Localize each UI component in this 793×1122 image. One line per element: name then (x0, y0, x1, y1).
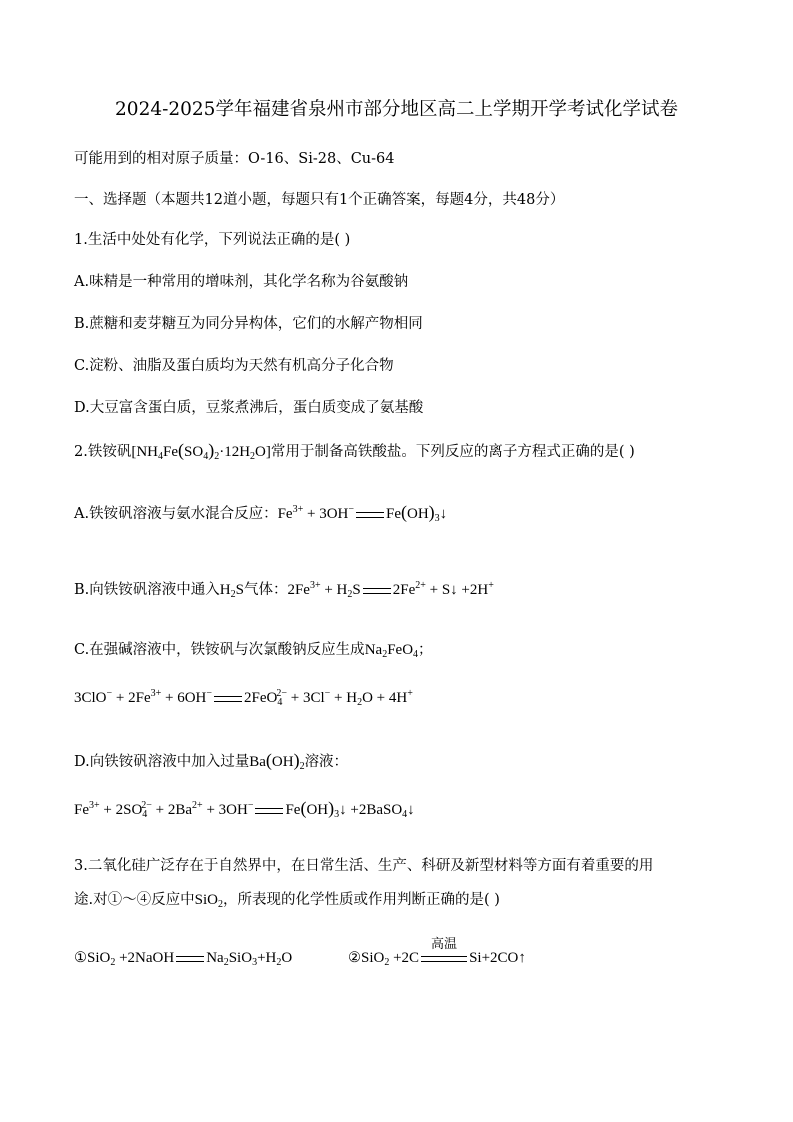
q2-stem-end: 常用于制备高铁酸盐。下列反应的离子方程式正确的是( ) (270, 444, 635, 460)
q2-option-b-text2: 气体： (243, 582, 288, 598)
q3-reaction-1-label: ① (74, 950, 87, 966)
q3-stem-line2-end: ，所表现的化学性质或作用判断正确的是( ) (222, 892, 500, 908)
q3-reaction-2-label: ② (348, 950, 361, 966)
q2-stem-start: 2.铁铵矾 (74, 444, 132, 460)
q2-option-c (74, 640, 433, 660)
q1-stem: 1.生活中处处有化学，下列说法正确的是( ) (74, 232, 351, 248)
q2-option-a (74, 504, 447, 524)
q2-formula-baoh2: $Ba(OH)_2$ (249, 750, 305, 772)
q2-formula-h2s: $H_2S$ (219, 582, 244, 600)
q2-option-b-text: B.向铁铵矾溶液中通入 (74, 582, 220, 598)
q2-option-b (74, 580, 494, 600)
page-title: 2024-2025学年福建省泉州市部分地区高二上学期开学考试化学试卷 (115, 99, 678, 120)
q2-option-a-equation: $Fe^{3+} + 3OH^-$ $Fe(OH)_3↓$ (277, 502, 448, 524)
q3-reaction-1: ①SiO$_2$ +2NaOH $Na_2SiO_3+H_2O$ (74, 950, 293, 968)
q2-option-c-text2: ； (418, 642, 433, 658)
q2-option-c-text: C.在强碱溶液中，铁铵矾与次氯酸钠反应生成 (74, 642, 365, 658)
q3-stem-line2-start: 途.对①～④反应中 (74, 892, 195, 908)
q3-formula-sio2: SiO$_2$ (194, 892, 223, 910)
q1-option-c: C.淀粉、油脂及蛋白质均为天然有机高分子化合物 (74, 358, 394, 374)
q1-option-b: B.蔗糖和麦芽糖互为同分异构体，它们的水解产物相同 (74, 316, 423, 332)
q3-stem-line1: 3.二氧化硅广泛存在于自然界中，在日常生活、生产、科研及新型材料等方面有着重要的用 (74, 858, 654, 874)
q2-option-d-equation: $Fe^{3+} + 2SO_4^{2-} + 2Ba^{2+} + 3OH^-$ $Fe(OH)_3↓$ +2BaSO$_4$↓ (74, 798, 415, 820)
section-heading: 一、选择题（本题共12道小题，每题只有1个正确答案，每题4分，共48分） (74, 192, 565, 208)
atomic-mass-note: 可能用到的相对原子质量：O-16、Si-28、Cu-64 (74, 151, 395, 167)
q2-formula-alum: $[NH_4Fe(SO_4)_2\cdot 12H_2O]$ (131, 440, 271, 462)
q2-option-d-text: D.向铁铵矾溶液中加入过量 (74, 754, 250, 770)
q2-option-a-text: A.铁铵矾溶液与氨水混合反应： (74, 506, 278, 522)
q3-reaction-2-condition: 高温 (431, 935, 458, 951)
q2-option-d-text2: 溶液： (304, 754, 349, 770)
q1-option-d: D.大豆富含蛋白质，豆浆煮沸后，蛋白质变成了氨基酸 (74, 400, 424, 416)
q3-reaction-2: ②SiO$_2$ +2C 高温 Si+2CO↑ (348, 935, 526, 968)
q2-formula-na2feo4: $Na_2FeO_4$ (364, 642, 419, 660)
q2-option-b-equation: $2Fe^{3+} + H_2S$ $2Fe^{2+}$ + S↓ +2H+ (287, 580, 494, 600)
q2-option-d (74, 752, 348, 772)
q3-stem-line2 (74, 890, 500, 910)
q2-option-c-equation: $3ClO^- + 2Fe^{3+} + 6OH^-$ $2FeO_4^{2-} + 3Cl^- + H_2O + 4H^+$ (74, 688, 413, 708)
q1-option-a: A.味精是一种常用的增味剂，其化学名称为谷氨酸钠 (74, 274, 409, 290)
q2-stem (74, 442, 635, 462)
